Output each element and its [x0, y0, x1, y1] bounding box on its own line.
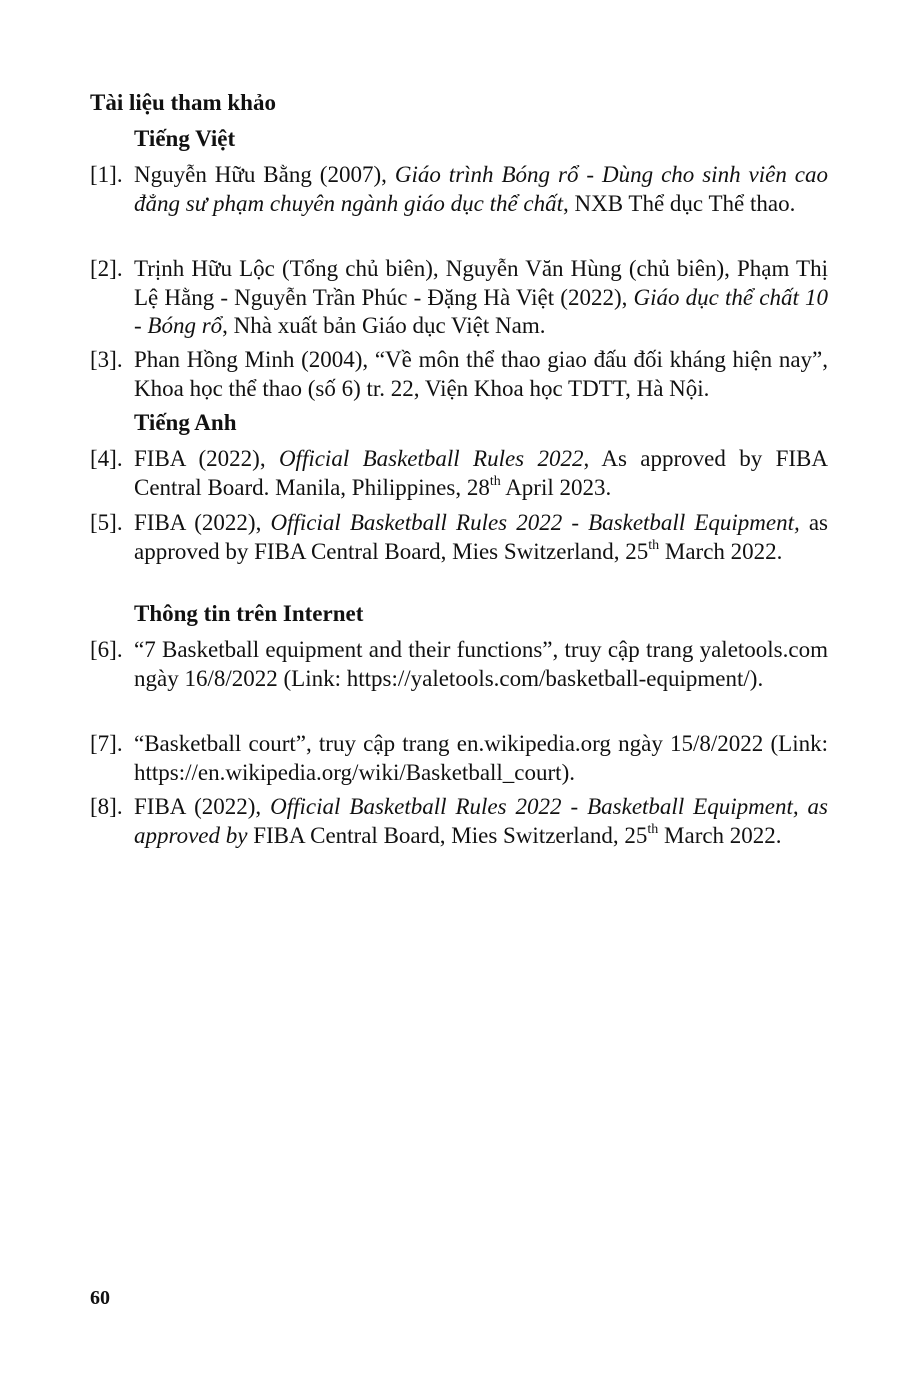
italic-title: Giáo dục thể chất 10 - Bóng rổ — [134, 284, 829, 338]
reference-item — [90, 161, 828, 218]
text-run: Trịnh Hữu Lộc (Tổng chủ biên), Nguyễn Văn Hùng (chủ biên), Phạm Thị Lệ Hằng - Nguyễn Trần Phúc - Đặng Hà Việt (2022), — [134, 256, 828, 310]
reference-text — [134, 509, 828, 566]
reference-number: [8]. — [90, 794, 123, 819]
reference-text — [134, 346, 828, 403]
italic-title: Official Basketball Rules 2022 - Basketball Equipment, as approved by — [134, 794, 828, 848]
reference-text — [134, 730, 828, 787]
text-run: , Nhà xuất bản Giáo dục Việt Nam. — [222, 313, 546, 338]
text-run: March 2022. — [659, 538, 783, 564]
text-run: FIBA Central Board, Mies Switzerland, 25 — [247, 822, 648, 848]
text-run: , As approved by FIBA Central Board. Manila, Philippines, 28 — [134, 446, 828, 500]
reference-number: [4]. — [90, 446, 123, 471]
references-heading: Tài liệu tham khảo — [90, 90, 276, 115]
reference-item — [90, 445, 828, 502]
text-run: March 2022. — [658, 822, 782, 848]
italic-title: Official Basketball Rules 2022 — [278, 446, 584, 471]
ordinal-superscript: th — [489, 473, 501, 489]
text-run: “7 Basketball equipment and their functions”, truy cập trang yaletools.com ngày 16/8/2022 (Link: https://yaletools.com/basketball-equipment/). — [134, 637, 828, 691]
reference-text — [134, 793, 828, 850]
reference-item — [90, 346, 828, 403]
text-run: Nguyễn Hữu Bằng (2007), — [134, 162, 395, 187]
italic-title: Official Basketball Rules 2022 - Basketball Equipment, — [270, 510, 800, 535]
text-run: FIBA (2022), — [134, 510, 271, 535]
text-run: Phan Hồng Minh (2004), “Về môn thể thao giao đấu đối kháng hiện nay”, Khoa học thể thao (số 6) tr. 22, Viện Khoa học TDTT, Hà Nội. — [134, 347, 828, 401]
page-number: 60 — [90, 1287, 110, 1309]
text-run: , NXB Thể dục Thể thao. — [563, 190, 796, 216]
reference-number: [1]. — [90, 162, 123, 187]
text-run: FIBA (2022), — [134, 794, 271, 819]
reference-number: [3]. — [90, 347, 123, 372]
reference-item — [90, 255, 828, 341]
section-title-english: Tiếng Anh — [134, 410, 237, 435]
reference-number: [5]. — [90, 510, 123, 535]
reference-number: [7]. — [90, 731, 123, 756]
text-run: FIBA (2022), — [134, 446, 279, 471]
text-run: as approved by FIBA Central Board, Mies Switzerland, 25 — [134, 510, 828, 564]
reference-text — [134, 161, 828, 218]
reference-item — [90, 793, 828, 850]
reference-number: [6]. — [90, 637, 123, 662]
reference-item — [90, 509, 828, 566]
ordinal-superscript: th — [648, 537, 660, 553]
reference-item — [90, 636, 828, 693]
section-title-vietnamese: Tiếng Việt — [134, 126, 236, 151]
italic-title: Giáo trình Bóng rổ - Dùng cho sinh viên cao đẳng sư phạm chuyên ngành giáo dục thể chất — [134, 162, 828, 216]
reference-text — [134, 445, 828, 502]
reference-text — [134, 636, 828, 693]
reference-text — [134, 255, 828, 341]
reference-item — [90, 730, 828, 787]
section-title-internet: Thông tin trên Internet — [134, 601, 364, 626]
text-run: “Basketball court”, truy cập trang en.wikipedia.org ngày 15/8/2022 (Link: https://en.wikipedia.org/wiki/Basketball_court). — [134, 731, 828, 785]
ordinal-superscript: th — [647, 821, 659, 837]
text-run: April 2023. — [500, 474, 612, 500]
reference-number: [2]. — [90, 256, 123, 281]
